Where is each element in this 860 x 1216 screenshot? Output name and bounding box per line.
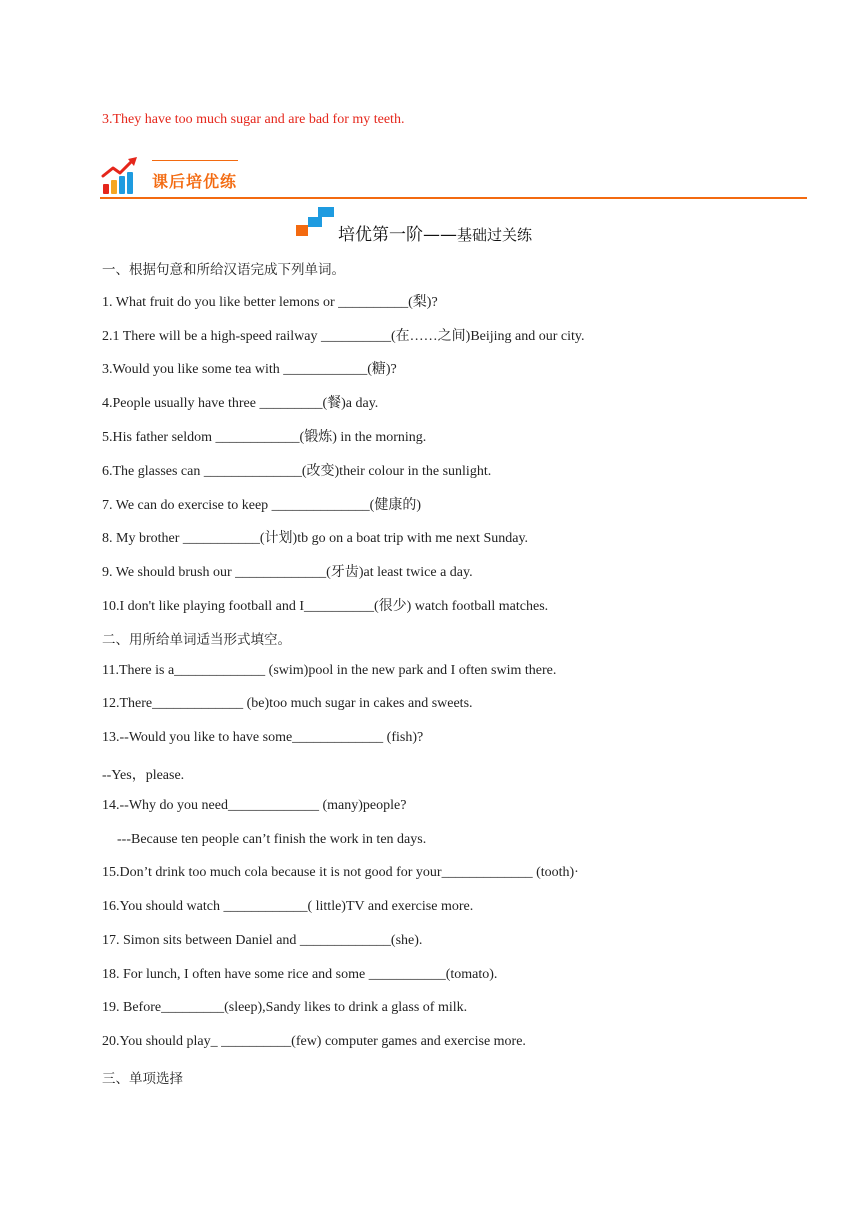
stage-title-sub: 基础过关练 [457,226,533,244]
answer-line: 3.They have too much sugar and are bad for my teeth. [102,112,405,127]
exercise-item-11: 11.There is a_____________ (swim)pool in the new park and I often swim there. [102,663,557,678]
exercise-item-7: 7. We can do exercise to keep ______________(健康的) [102,498,421,513]
stairs-icon [296,205,336,237]
exercise-item-4: 4.People usually have three _________(餐)a day. [102,396,379,411]
exercise-item-14-answer: ---Because ten people can’t finish the work in ten days. [117,832,427,847]
exercise-item-19: 19. Before_________(sleep),Sandy likes to drink a glass of milk. [102,1000,468,1015]
part3-heading: 三、单项选择 [102,1071,183,1087]
exercise-item-17: 17. Simon sits between Daniel and _____________(she). [102,933,423,948]
section-title: 课后培优练 [152,172,238,191]
stage-heading [338,220,532,245]
header-top-line [152,160,238,161]
part2-heading: 二、用所给单词适当形式填空。 [102,632,291,648]
exercise-item-14: 14.--Why do you need_____________ (many)people? [102,798,407,813]
exercise-item-13: 13.--Would you like to have some_____________ (fish)? [102,730,424,745]
part1-heading: 一、根据句意和所给汉语完成下列单词。 [102,262,345,278]
exercise-item-1: 1. What fruit do you like better lemons or __________(梨)? [102,295,438,310]
header-divider [100,197,807,199]
exercise-item-5: 5.His father seldom ____________(锻炼) in the morning. [102,430,427,445]
exercise-item-6: 6.The glasses can ______________(改变)their colour in the sunlight. [102,464,492,479]
exercise-item-9: 9. We should brush our _____________(牙齿)at least twice a day. [102,565,473,580]
stage-title-main: 培优第一阶—— [338,225,457,245]
exercise-item-8: 8. My brother ___________(计划)tb go on a boat trip with me next Sunday. [102,531,529,546]
growth-chart-icon [101,156,141,196]
exercise-item-12: 12.There_____________ (be)too much sugar in cakes and sweets. [102,696,473,711]
exercise-item-20: 20.You should play_ __________(few) computer games and exercise more. [102,1034,526,1049]
exercise-item-15: 15.Don’t drink too much cola because it is not good for your_____________ (tooth)· [102,865,579,880]
exercise-item-10: 10.I don't like playing football and I__________(很少) watch football matches. [102,599,549,614]
exercise-item-16: 16.You should watch ____________( little)TV and exercise more. [102,899,474,914]
exercise-item-3: 3.Would you like some tea with ____________(糖)? [102,362,397,377]
exercise-item-13-answer: --Yes，please. [102,768,185,783]
exercise-item-2: 2.1 There will be a high-speed railway __________(在……之间)Beijing and our city. [102,329,585,344]
section-header [100,155,807,203]
exercise-item-18: 18. For lunch, I often have some rice and some ___________(tomato). [102,967,498,982]
